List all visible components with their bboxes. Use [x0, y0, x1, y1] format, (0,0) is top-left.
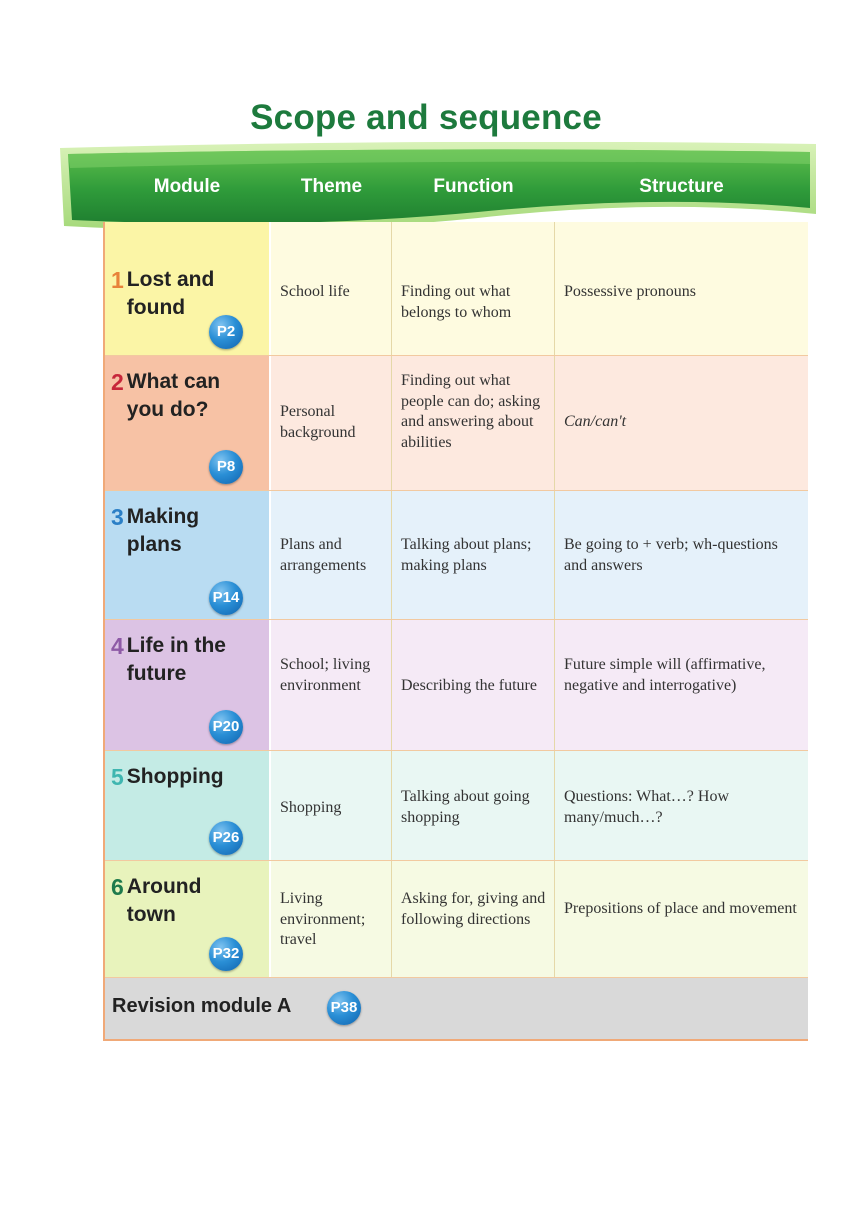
row-divider [103, 490, 808, 491]
function-text: Asking for, giving and following directions [401, 890, 546, 928]
function-cell [392, 222, 555, 356]
theme-text: Shopping [280, 799, 342, 816]
module-number: 2 [111, 369, 124, 395]
table-frame-bottom [103, 1039, 808, 1041]
structure-cell [555, 620, 808, 751]
theme-text: Personal background [280, 403, 356, 441]
module-title [111, 503, 227, 559]
module-cell [103, 356, 271, 491]
structure-text: Prepositions of place and movement [564, 900, 797, 917]
row-divider [103, 619, 808, 620]
function-cell [392, 356, 555, 491]
page-badge[interactable]: P38 [327, 991, 361, 1025]
row-divider [103, 750, 808, 751]
function-cell [392, 620, 555, 751]
module-cell [103, 491, 271, 620]
theme-cell [271, 222, 392, 356]
page-badge[interactable]: P26 [209, 821, 243, 855]
function-cell [392, 751, 555, 861]
module-title [111, 368, 237, 424]
module-cell [103, 751, 271, 861]
header-structure: Structure [639, 176, 724, 197]
theme-cell [271, 356, 392, 491]
page-badge[interactable]: P14 [209, 581, 243, 615]
module-name: Lost and found [126, 268, 215, 319]
table-row [103, 751, 808, 861]
table-row [103, 491, 808, 620]
module-number: 3 [111, 504, 124, 530]
table-row [103, 356, 808, 491]
scope-table [103, 222, 808, 1040]
revision-label: Revision module A [112, 995, 292, 1017]
table-row [103, 222, 808, 356]
structure-cell [555, 222, 808, 356]
function-cell [392, 861, 555, 978]
theme-cell [271, 620, 392, 751]
theme-text: School life [280, 283, 350, 300]
page-badge[interactable]: P32 [209, 937, 243, 971]
function-text: Talking about plans; making plans [401, 536, 532, 574]
structure-text: Can/can't [564, 413, 627, 430]
table-frame-left [103, 222, 105, 1040]
function-text: Finding out what people can do; asking and answering about abilities [401, 372, 541, 451]
structure-cell [555, 751, 808, 861]
table-row [103, 861, 808, 978]
module-name: Making plans [126, 505, 200, 556]
structure-text: Be going to + verb; wh-questions and answers [564, 536, 778, 574]
header-function: Function [433, 176, 514, 197]
module-name: Around town [126, 875, 202, 926]
theme-cell [271, 861, 392, 978]
page-title: Scope and sequence [250, 98, 602, 137]
function-text: Talking about going shopping [401, 788, 530, 826]
table-row [103, 620, 808, 751]
module-title [111, 632, 247, 688]
module-cell [103, 222, 271, 356]
module-cell [103, 861, 271, 978]
module-name: What can you do? [126, 370, 221, 421]
structure-cell [555, 861, 808, 978]
page-badge[interactable]: P8 [209, 450, 243, 484]
function-text: Finding out what belongs to whom [401, 283, 512, 321]
module-name: Shopping [126, 765, 224, 788]
row-divider [103, 860, 808, 861]
theme-text: Plans and arrangements [280, 536, 367, 574]
module-number: 5 [111, 764, 124, 790]
structure-text: Future simple will (affirmative, negative and interrogative) [564, 656, 766, 694]
row-divider [103, 355, 808, 356]
theme-cell [271, 491, 392, 620]
theme-cell [271, 751, 392, 861]
structure-cell [555, 356, 808, 491]
module-cell [103, 620, 271, 751]
page-badge[interactable]: P2 [209, 315, 243, 349]
revision-row [103, 978, 808, 1040]
module-title [111, 873, 227, 929]
page-badge[interactable]: P20 [209, 710, 243, 744]
theme-text: School; living environment [280, 656, 371, 694]
module-title [111, 266, 237, 322]
module-name: Life in the future [126, 634, 226, 685]
module-title [111, 763, 257, 793]
header-module: Module [153, 176, 221, 197]
header-theme: Theme [300, 176, 363, 197]
structure-cell [555, 491, 808, 620]
module-number: 4 [111, 633, 124, 659]
function-text: Describing the future [401, 677, 537, 694]
theme-text: Living environment; travel [280, 890, 366, 948]
structure-text: Possessive pronouns [564, 283, 697, 300]
function-cell [392, 491, 555, 620]
module-number: 1 [111, 267, 124, 293]
structure-text: Questions: What…? How many/much…? [564, 788, 730, 826]
module-number: 6 [111, 874, 124, 900]
